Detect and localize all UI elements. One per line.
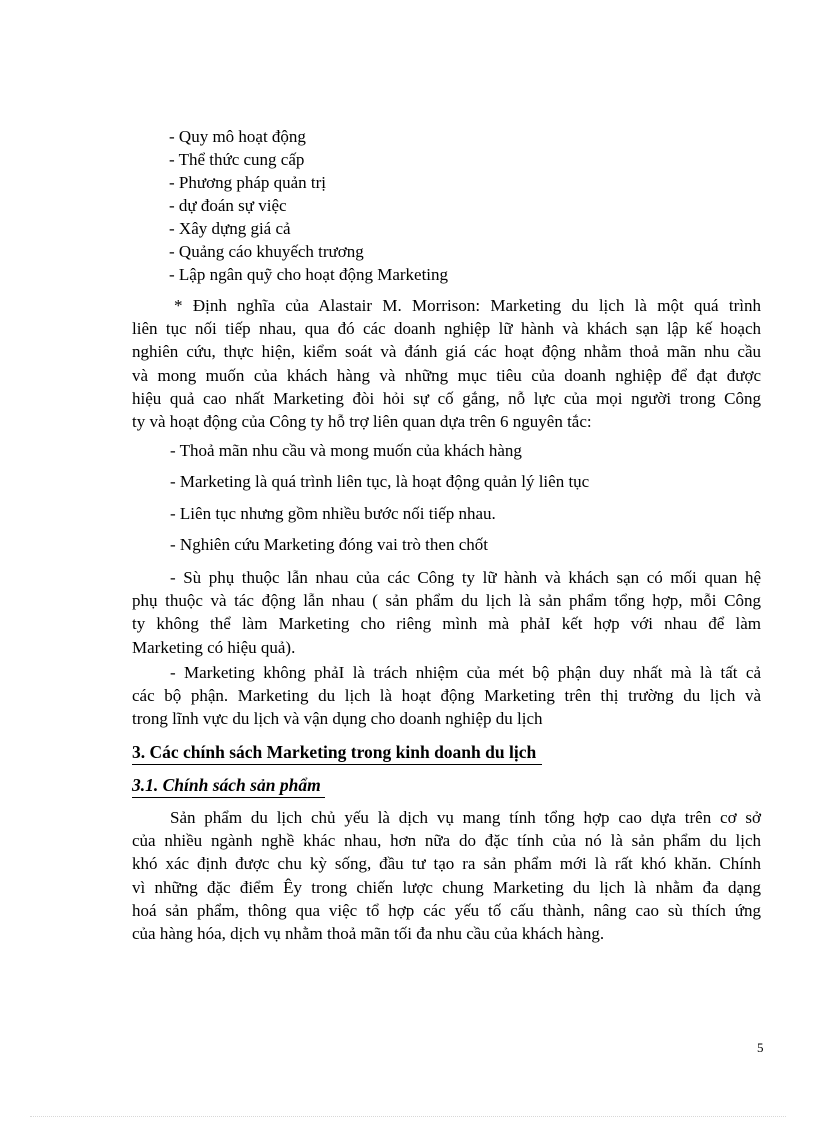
- paragraph-line: hiệu quả cao nhất Marketing đòi hỏi sự cố gắng, nỗ lực của mọi người trong Công: [132, 388, 761, 408]
- list-item: - Xây dựng giá cả: [169, 219, 291, 238]
- paragraph-line: vì những đặc điểm Êy trong chiến lược chung Marketing du lịch là nhằm đa dạng: [132, 877, 761, 897]
- paragraph-line: Sản phẩm du lịch chủ yếu là dịch vụ mang tính tổng hợp cao dựa trên cơ sở: [170, 808, 761, 827]
- page-number: 5: [757, 1040, 764, 1055]
- section-heading: 3. Các chính sách Marketing trong kinh doanh du lịch: [132, 740, 542, 765]
- definition-paragraph: [132, 294, 761, 433]
- paragraph-line: của nhiều ngành nghề khác nhau, hơn nữa do đặc tính của nó là sản phẩm du lịch: [132, 831, 761, 851]
- paragraph-line: ty không thể làm Marketing cho riêng mình mà phảI kết hợp với nhau để làm: [132, 614, 761, 634]
- list-item: - Quảng cáo khuyếch trương: [169, 242, 364, 261]
- product-policy-paragraph: [132, 806, 761, 945]
- responsibility-paragraph: [132, 661, 761, 731]
- paragraph-line: phụ thuộc và tác động lẫn nhau ( sản phẩm du lịch là sản phẩm tổng hợp, mỗi Công: [132, 591, 761, 611]
- list-item: - Quy mô hoạt động: [169, 127, 306, 146]
- paragraph-line: và mong muốn của khách hàng và những mục tiêu của doanh nghiệp để đạt được: [132, 365, 761, 385]
- principle-item: - Marketing là quá trình liên tục, là hoạt động quản lý liên tục: [170, 472, 590, 491]
- paragraph-line: - Sù phụ thuộc lẫn nhau của các Công ty lữ hành và khách sạn có mối quan hệ: [170, 568, 761, 587]
- list-item: - Phương pháp quản trị: [169, 173, 327, 192]
- page-divider: [30, 1116, 786, 1117]
- list-item: - Thể thức cung cấp: [169, 150, 305, 169]
- scope-list: [169, 125, 448, 286]
- paragraph-line: hoá sản phẩm, thông qua việc tổ hợp các yếu tố cấu thành, nâng cao sù thích ứng: [132, 900, 761, 920]
- paragraph-line: - Marketing không phảI là trách nhiệm của mét bộ phận duy nhất mà là tất cả: [170, 663, 761, 682]
- interdependence-paragraph: [132, 566, 761, 659]
- paragraph-line: Marketing có hiệu quả).: [132, 637, 296, 657]
- subsection-heading: 3.1. Chính sách sản phẩm: [132, 773, 325, 798]
- paragraph-line: ty và hoạt động của Công ty hỗ trợ liên quan dựa trên 6 nguyên tắc:: [132, 411, 592, 431]
- paragraph-line: liên tục nối tiếp nhau, qua đó các doanh nghiệp lữ hành và khách sạn lập kế hoạch: [132, 319, 761, 339]
- paragraph-line: các bộ phận. Marketing du lịch là hoạt động Marketing trên thị trường du lịch và: [132, 686, 761, 706]
- principle-item: - Thoả mãn nhu cầu và mong muốn của khách hàng: [170, 441, 522, 460]
- paragraph-line: của hàng hóa, dịch vụ nhằm thoả mãn tối đa nhu cầu của khách hàng.: [132, 923, 605, 943]
- principle-item: - Liên tục nhưng gồm nhiều bước nối tiếp nhau.: [170, 504, 496, 523]
- list-item: - Lập ngân quỹ cho hoạt động Marketing: [169, 265, 449, 284]
- paragraph-line: * Định nghĩa của Alastair M. Morrison: Marketing du lịch là một quá trình: [174, 296, 761, 315]
- principle-item: - Nghiên cứu Marketing đóng vai trò then chốt: [170, 535, 488, 554]
- paragraph-line: trong lĩnh vực du lịch và vận dụng cho doanh nghiệp du lịch: [132, 709, 543, 729]
- paragraph-line: nghiên cứu, thực hiện, kiểm soát và đánh giá các hoạt động nhằm thoả mãn nhu cầu: [132, 342, 761, 362]
- paragraph-line: khó xác định được chu kỳ sống, đầu tư tạo ra sản phẩm mới là rất khó khăn. Chính: [132, 854, 761, 874]
- list-item: - dự đoán sự việc: [169, 196, 287, 215]
